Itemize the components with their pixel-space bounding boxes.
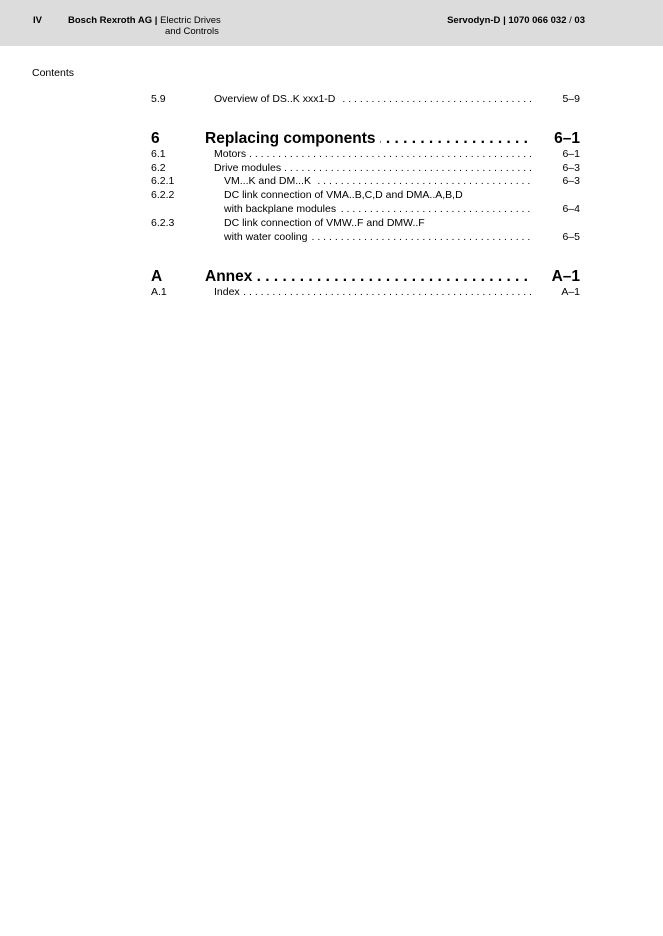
toc-page: 6–1 [554, 130, 580, 147]
toc-page: 6–3 [562, 162, 580, 174]
toc-title: Annex [205, 268, 256, 285]
edition: 03 [574, 15, 585, 26]
toc-title-cont: with backplane modules [224, 203, 340, 215]
toc-entry-6-2-2-cont[interactable] [151, 202, 581, 216]
toc-page: A–1 [551, 268, 580, 285]
division-name: Electric Drives [160, 15, 221, 26]
toc-title: Index [214, 286, 244, 298]
toc-entry-a-1[interactable]: A.1 Index . . . A–1 [151, 285, 581, 299]
toc-title: Overview of DS..K xxx1-D [214, 93, 339, 105]
toc-title: Motors [214, 148, 250, 160]
toc-title: VM...K and DM...K [224, 175, 315, 187]
toc-entry-6-2-3-cont[interactable] [151, 230, 581, 244]
company-name: Bosch Rexroth AG [68, 15, 153, 26]
toc-entry-6-2-2[interactable]: 6.2.2 DC link connection of VMA..B,C,D and DMA..A,B,D [151, 188, 581, 202]
toc-title: Replacing components [205, 130, 380, 147]
toc-entry-6-1[interactable]: 6.1 Motors . . . 6–1 [151, 147, 581, 161]
toc-entry-6-2[interactable]: 6.2 Drive modules . . . 6–3 [151, 161, 581, 175]
section-label: Contents [32, 67, 75, 79]
toc-title-cont: with water cooling [224, 231, 311, 243]
toc-page: 6–5 [562, 231, 580, 243]
toc-title: DC link connection of VMW..F and DMW..F [224, 217, 429, 229]
document-reference: Servodyn-D | 1070 066 032 / 03 [447, 15, 585, 26]
page-number: IV [33, 15, 42, 26]
document-number: 1070 066 032 [508, 15, 567, 26]
division-name-line2: and Controls [165, 26, 219, 37]
toc-chapter-6[interactable]: 6 Replacing components . . . 6–1 [151, 129, 581, 149]
page-header [0, 0, 663, 46]
toc-page: 6–4 [562, 203, 580, 215]
toc-page: A–1 [561, 286, 580, 298]
product-name: Servodyn-D [447, 15, 501, 26]
toc-chapter-a[interactable]: A Annex . . . A–1 [151, 267, 581, 287]
toc-page: 6–3 [562, 175, 580, 187]
toc-entry-6-2-3[interactable]: 6.2.3 DC link connection of VMW..F and DMW..F [151, 216, 581, 230]
toc-entry-6-2-1[interactable]: 6.2.1 VM...K and DM...K . . . 6–3 [151, 174, 581, 188]
toc-entry-5-9[interactable]: 5.9 Overview of DS..K xxx1-D . . . 5–9 [151, 92, 581, 106]
toc-title: Drive modules [214, 162, 285, 174]
toc-page: 5–9 [562, 93, 580, 105]
toc-title: DC link connection of VMA..B,C,D and DMA..A,B,D [224, 189, 467, 201]
toc-page: 6–1 [562, 148, 580, 160]
publisher: Bosch Rexroth AG | Electric Drives [68, 15, 221, 26]
